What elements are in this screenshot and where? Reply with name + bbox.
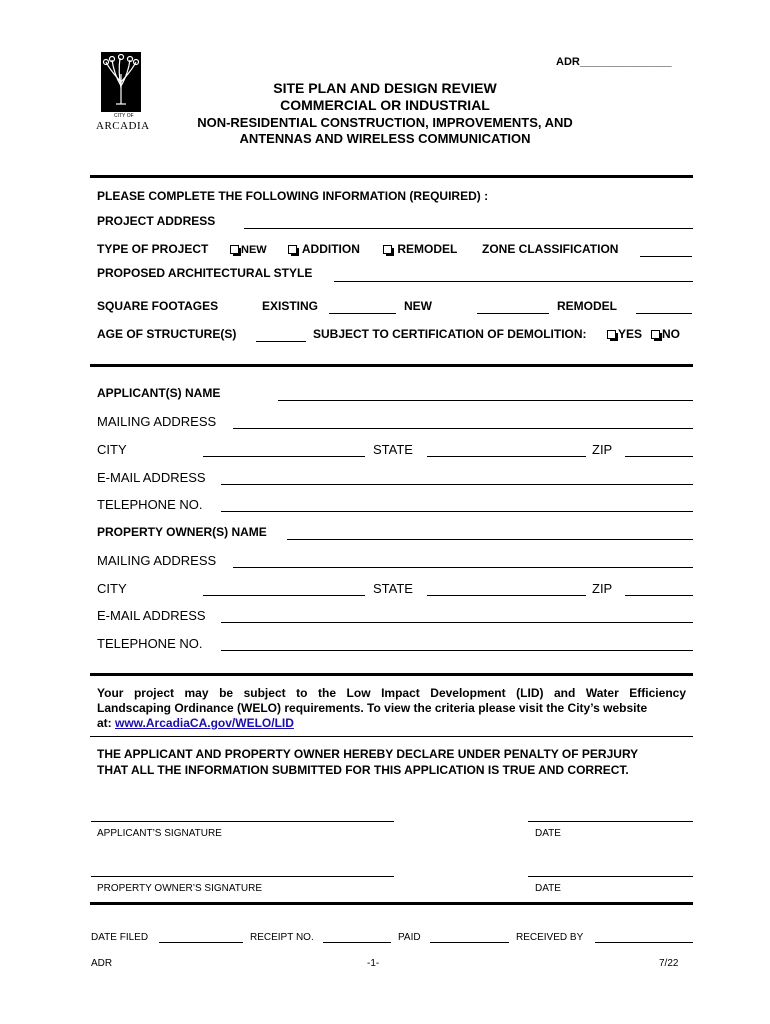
project-address-field[interactable] xyxy=(244,228,693,229)
declaration-line-2: THAT ALL THE INFORMATION SUBMITTED FOR THIS APPLICATION IS TRUE AND CORRECT. xyxy=(97,763,629,777)
header-rule xyxy=(90,175,693,178)
option-yes[interactable]: YES xyxy=(607,327,642,341)
owner-zip-label: ZIP xyxy=(592,581,613,596)
owner-city-label: CITY xyxy=(97,581,127,596)
architectural-style-field[interactable] xyxy=(334,281,693,282)
section-rule-3 xyxy=(90,736,693,737)
page-number: -1- xyxy=(367,958,380,969)
notice-line-3: at: www.ArcadiaCA.gov/WELO/LID xyxy=(97,716,294,730)
new-field[interactable] xyxy=(477,313,549,314)
applicant-state-field[interactable] xyxy=(427,456,586,457)
applicant-state-label: STATE xyxy=(373,442,413,457)
owner-signature-label: PROPERTY OWNER’S SIGNATURE xyxy=(97,883,263,894)
architectural-style-label: PROPOSED ARCHITECTURAL STYLE xyxy=(97,266,313,280)
section-rule-4 xyxy=(90,902,693,905)
owner-date-line[interactable] xyxy=(528,876,693,877)
option-no[interactable]: NO xyxy=(651,327,680,341)
applicant-email-label: E-MAIL ADDRESS xyxy=(97,470,206,485)
owner-signature-line[interactable] xyxy=(91,876,394,877)
owner-email-field[interactable] xyxy=(221,622,693,623)
option-new[interactable]: NEW xyxy=(230,242,267,256)
project-address-label: PROJECT ADDRESS xyxy=(97,214,216,228)
age-of-structure-field[interactable] xyxy=(256,341,306,342)
applicant-name-field[interactable] xyxy=(278,400,693,401)
applicant-phone-label: TELEPHONE NO. xyxy=(97,497,203,512)
owner-mailing-field[interactable] xyxy=(233,567,693,568)
applicant-signature-line[interactable] xyxy=(91,821,394,822)
owner-mailing-label: MAILING ADDRESS xyxy=(97,553,217,568)
zone-classification-label: ZONE CLASSIFICATION xyxy=(482,242,619,256)
welo-lid-link[interactable]: www.ArcadiaCA.gov/WELO/LID xyxy=(115,716,294,730)
instruction: PLEASE COMPLETE THE FOLLOWING INFORMATION (REQUIRED) : xyxy=(97,189,489,203)
checkbox-new[interactable] xyxy=(230,245,239,254)
owner-city-field[interactable] xyxy=(203,595,365,596)
age-of-structure-label: AGE OF STRUCTURE(S) xyxy=(97,327,237,341)
owner-phone-label: TELEPHONE NO. xyxy=(97,636,203,651)
declaration-line-1: THE APPLICANT AND PROPERTY OWNER HEREBY DECLARE UNDER PENALTY OF PERJURY xyxy=(97,747,639,761)
notice-line-1: Your project may be subject to the Low Impact Development (LID) and Water Efficiency xyxy=(97,686,686,700)
paid-field[interactable] xyxy=(430,942,509,943)
date-filed-label: DATE FILED xyxy=(91,932,149,943)
footer-left: ADR xyxy=(91,958,113,969)
title-line-2: COMMERCIAL OR INDUSTRIAL xyxy=(280,97,490,113)
applicant-zip-label: ZIP xyxy=(592,442,613,457)
applicant-city-field[interactable] xyxy=(203,456,365,457)
type-of-project-label: TYPE OF PROJECT xyxy=(97,242,209,256)
existing-field[interactable] xyxy=(329,313,396,314)
paid-label: PAID xyxy=(398,932,421,943)
square-footages-label: SQUARE FOOTAGES xyxy=(97,299,219,313)
section-rule-1 xyxy=(90,364,693,367)
demolition-label: SUBJECT TO CERTIFICATION OF DEMOLITION: xyxy=(313,327,587,341)
applicant-date-line[interactable] xyxy=(528,821,693,822)
owner-zip-field[interactable] xyxy=(625,595,693,596)
checkbox-addition[interactable] xyxy=(288,245,297,254)
received-by-label: RECEIVED BY xyxy=(516,932,584,943)
owner-state-label: STATE xyxy=(373,581,413,596)
applicant-mailing-label: MAILING ADDRESS xyxy=(97,414,217,429)
applicant-phone-field[interactable] xyxy=(221,511,693,512)
title-line-3: NON-RESIDENTIAL CONSTRUCTION, IMPROVEMENTS, AND xyxy=(197,115,573,130)
form-code: ADR_______________ xyxy=(556,56,672,68)
section-rule-2 xyxy=(90,673,693,676)
option-remodel[interactable]: REMODEL xyxy=(383,242,457,256)
remodel-label: REMODEL xyxy=(557,299,617,313)
received-by-field[interactable] xyxy=(595,942,693,943)
new-label: NEW xyxy=(404,299,432,313)
remodel-field[interactable] xyxy=(636,313,692,314)
owner-phone-field[interactable] xyxy=(221,650,693,651)
checkbox-no[interactable] xyxy=(651,330,660,339)
applicant-zip-field[interactable] xyxy=(625,456,693,457)
applicant-signature-label: APPLICANT’S SIGNATURE xyxy=(97,828,222,839)
owner-state-field[interactable] xyxy=(427,595,586,596)
owner-email-label: E-MAIL ADDRESS xyxy=(97,608,206,623)
title-line-1: SITE PLAN AND DESIGN REVIEW xyxy=(273,80,497,96)
applicant-city-label: CITY xyxy=(97,442,127,457)
footer-right: 7/22 xyxy=(659,958,679,969)
date-filed-field[interactable] xyxy=(159,942,243,943)
logo-small-text: CITY OF xyxy=(114,113,134,119)
owner-name-label: PROPERTY OWNER(S) NAME xyxy=(97,525,267,539)
notice-line-2: Landscaping Ordinance (WELO) requirements. To view the criteria please visit the City’s website xyxy=(97,701,648,715)
zone-classification-field[interactable] xyxy=(640,256,692,257)
receipt-no-field[interactable] xyxy=(323,942,391,943)
option-addition[interactable]: ADDITION xyxy=(288,242,360,256)
applicant-date-label: DATE xyxy=(535,828,561,839)
checkbox-remodel[interactable] xyxy=(383,245,392,254)
receipt-no-label: RECEIPT NO. xyxy=(250,932,314,943)
title-line-4: ANTENNAS AND WIRELESS COMMUNICATION xyxy=(239,131,531,146)
checkbox-yes[interactable] xyxy=(607,330,616,339)
logo-text: ARCADIA xyxy=(96,120,150,132)
applicant-email-field[interactable] xyxy=(221,484,693,485)
owner-name-field[interactable] xyxy=(287,539,693,540)
owner-date-label: DATE xyxy=(535,883,561,894)
existing-label: EXISTING xyxy=(262,299,319,313)
applicant-name-label: APPLICANT(S) NAME xyxy=(97,386,221,400)
applicant-mailing-field[interactable] xyxy=(233,428,693,429)
